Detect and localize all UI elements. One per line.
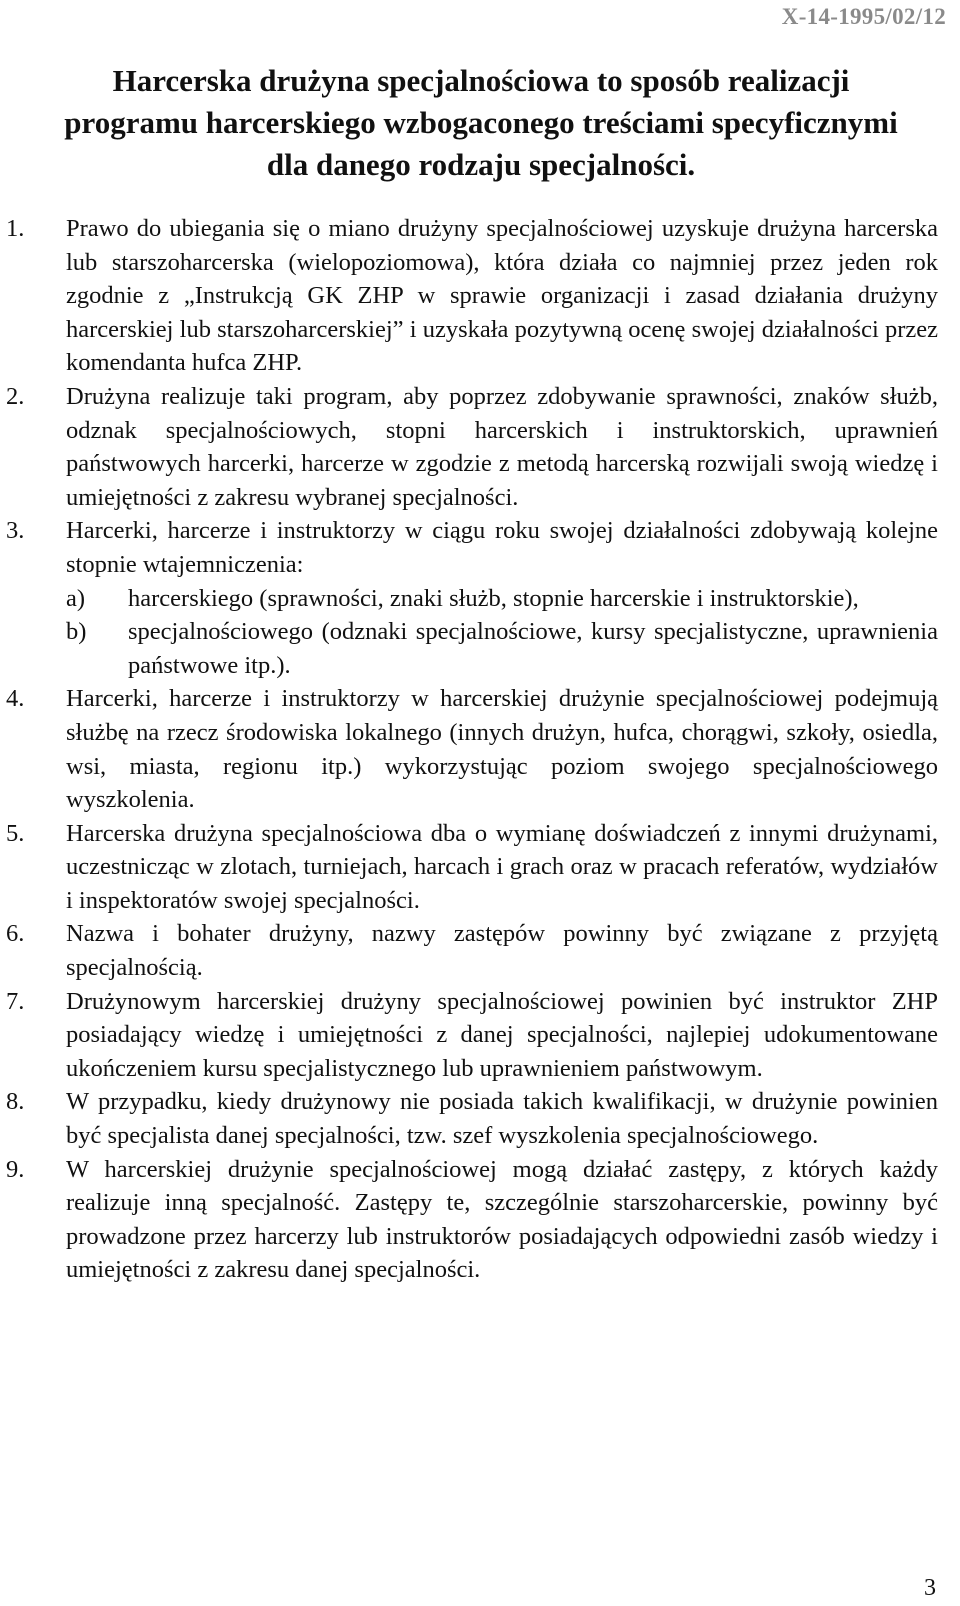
item-number: 4. [6, 685, 25, 713]
item-number: 8. [6, 1088, 25, 1116]
document-code: X-14-1995/02/12 [781, 4, 946, 29]
sub-list-item [66, 582, 938, 616]
item-text: Drużyna realizuje taki program, aby poprzez zdobywanie sprawności, znaków służb, odznak specjalnościowych, stopni harcerskich i instruktorskich, uprawnień państwowych harcerki, harcerze w zgodzie z metodą harcerską rozwijali swoją wiedzę i umiejętności z zakresu wybranej specjalności. [66, 382, 938, 511]
list-item [0, 917, 960, 984]
sub-list-item [66, 615, 938, 682]
list-item [0, 1153, 960, 1287]
list-item [0, 985, 960, 1086]
item-text: Drużynowym harcerskiej drużyny specjalnościowej powinien być instruktor ZHP posiadający wiedzę i umiejętności z danej specjalności, najlepiej udokumentowane ukończeniem kursu specjalistycznego lub uprawnieniem państwowym. [66, 987, 938, 1082]
item-text: Harcerska drużyna specjalnościowa dba o wymianę doświadczeń z innymi drużynami, uczestnicząc w zlotach, turniejach, harcach i grach oraz w pracach referatów, wydziałów i inspektoratów swojej specjalności. [66, 819, 938, 914]
numbered-list [0, 212, 960, 1287]
sub-list [66, 582, 938, 683]
list-item [0, 212, 960, 380]
item-number: 3. [6, 517, 25, 545]
sub-item-text: specjalnościowego (odznaki specjalnościowe, kursy specjalistyczne, uprawnienia państwowe itp.). [128, 618, 938, 679]
list-item [0, 817, 960, 918]
item-number: 9. [6, 1155, 25, 1183]
item-number: 6. [6, 920, 25, 948]
item-text: Nazwa i bohater drużyny, nazwy zastępów powinny być związane z przyjętą specjalnością. [66, 920, 938, 982]
sub-item-letter: a) [66, 584, 86, 612]
item-text: Prawo do ubiegania się o miano drużyny specjalnościowej uzyskuje drużyna harcerska lub starszoharcerska (wielopoziomowa), która działa co najmniej przez jeden rok zgodnie z „Instrukcją GK ZHP w sprawie organizacji i zasad działania drużyny harcerskiej lub starszoharcerskiej” i uzyskała pozytywną ocenę swojej działalności przez komendanta hufca ZHP. [66, 215, 938, 377]
page-number: 3 [924, 1575, 936, 1601]
list-item [0, 682, 960, 816]
item-number: 2. [6, 382, 25, 410]
document-title: Harcerska drużyna specjalnościowa to sposób realizacji programu harcerskiego wzbogaconego treściami specyficznymi dla danego rodzaju specjalności. [64, 63, 898, 182]
item-text: Harcerki, harcerze i instruktorzy w ciągu roku swojej działalności zdobywają kolejne stopnie wtajemniczenia: [66, 517, 938, 578]
list-item [0, 514, 960, 682]
item-number: 5. [6, 819, 25, 847]
list-item [0, 1085, 960, 1152]
item-number: 7. [6, 987, 25, 1015]
list-item [0, 380, 960, 514]
item-number: 1. [6, 215, 25, 242]
item-text: Harcerki, harcerze i instruktorzy w harcerskiej drużynie specjalnościowej podejmują służbę na rzecz środowiska lokalnego (innych drużyn, hufca, chorągwi, szkoły, osiedla, wsi, miasta, regionu itp.) wykorzystując poziom swojego specjalnościowego wyszkolenia. [66, 685, 938, 814]
sub-item-letter: b) [66, 618, 87, 646]
item-text: W harcerskiej drużynie specjalnościowej mogą działać zastępy, z których każdy realizuje inną specjalność. Zastępy te, szczególnie starszoharcerskie, powinny być prowadzone przez harcerzy lub instruktorów posiadających odpowiedni zasób wiedzy i umiejętności z zakresu danej specjalności. [66, 1155, 938, 1284]
item-text: W przypadku, kiedy drużynowy nie posiada takich kwalifikacji, w drużynie powinien być specjalista danej specjalności, tzw. szef wyszkolenia specjalnościowego. [66, 1088, 938, 1150]
sub-item-text: harcerskiego (sprawności, znaki służb, stopnie harcerskie i instruktorskie), [128, 584, 859, 612]
